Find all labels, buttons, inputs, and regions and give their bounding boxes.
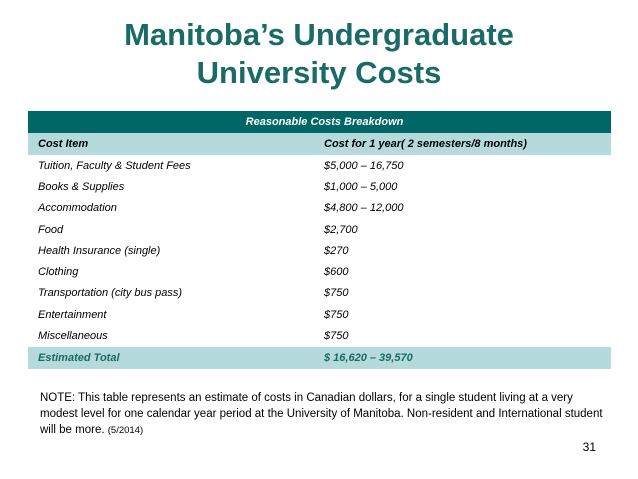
table-header-row [28,133,611,155]
footnote-date: (5/2014) [107,425,144,436]
title-line-2: University Costs [196,55,442,90]
cell-cost: $4,800 – 12,000 [324,202,404,215]
cell-cost: $1,000 – 5,000 [324,180,398,193]
cell-item: Health Insurance (single) [38,244,161,257]
table-row [28,240,611,261]
total-value: $ 16,620 – 39,570 [314,347,611,369]
slide-title [0,16,638,92]
table-caption-row [28,111,611,133]
cell-cost: $270 [324,244,349,257]
table-row [28,176,611,197]
title-line-1: Manitoba’s Undergraduate [124,17,514,52]
cell-cost: $750 [324,287,349,300]
table-row [28,283,611,304]
cell-item: Transportation (city bus pass) [38,287,183,300]
cell-item: Miscellaneous [38,330,108,343]
cell-cost: $2,700 [324,223,358,236]
col-header-cost: Cost for 1 year( 2 semesters/8 months) [314,133,611,155]
cell-item: Books & Supplies [38,180,125,193]
table-row [28,261,611,282]
table-row [28,304,611,325]
cell-cost: $600 [324,266,349,279]
cell-cost: $750 [324,308,349,321]
cell-item: Accommodation [38,202,117,215]
cell-cost: $5,000 – 16,750 [324,159,404,172]
table-row [28,325,611,346]
cell-item: Tuition, Faculty & Student Fees [38,159,191,172]
table-row [28,219,611,240]
cell-item: Entertainment [38,308,107,321]
total-label: Estimated Total [28,347,314,369]
table-row [28,155,611,176]
cell-item: Food [38,223,64,236]
cell-cost: $750 [324,330,349,343]
page-number: 31 [582,440,596,454]
footnote [40,390,610,439]
cell-item: Clothing [38,266,79,279]
col-header-item: Cost Item [28,133,314,155]
table-row [28,198,611,219]
footnote-text: NOTE: This table represents an estimate of costs in Canadian dollars, for a single student living at a very modest level for one calendar year period at the University of Manitoba. Non-resident and International student will be more. [40,392,603,436]
costs-table [28,111,611,369]
table-caption: Reasonable Costs Breakdown [28,111,611,133]
table-total-row [28,347,611,369]
